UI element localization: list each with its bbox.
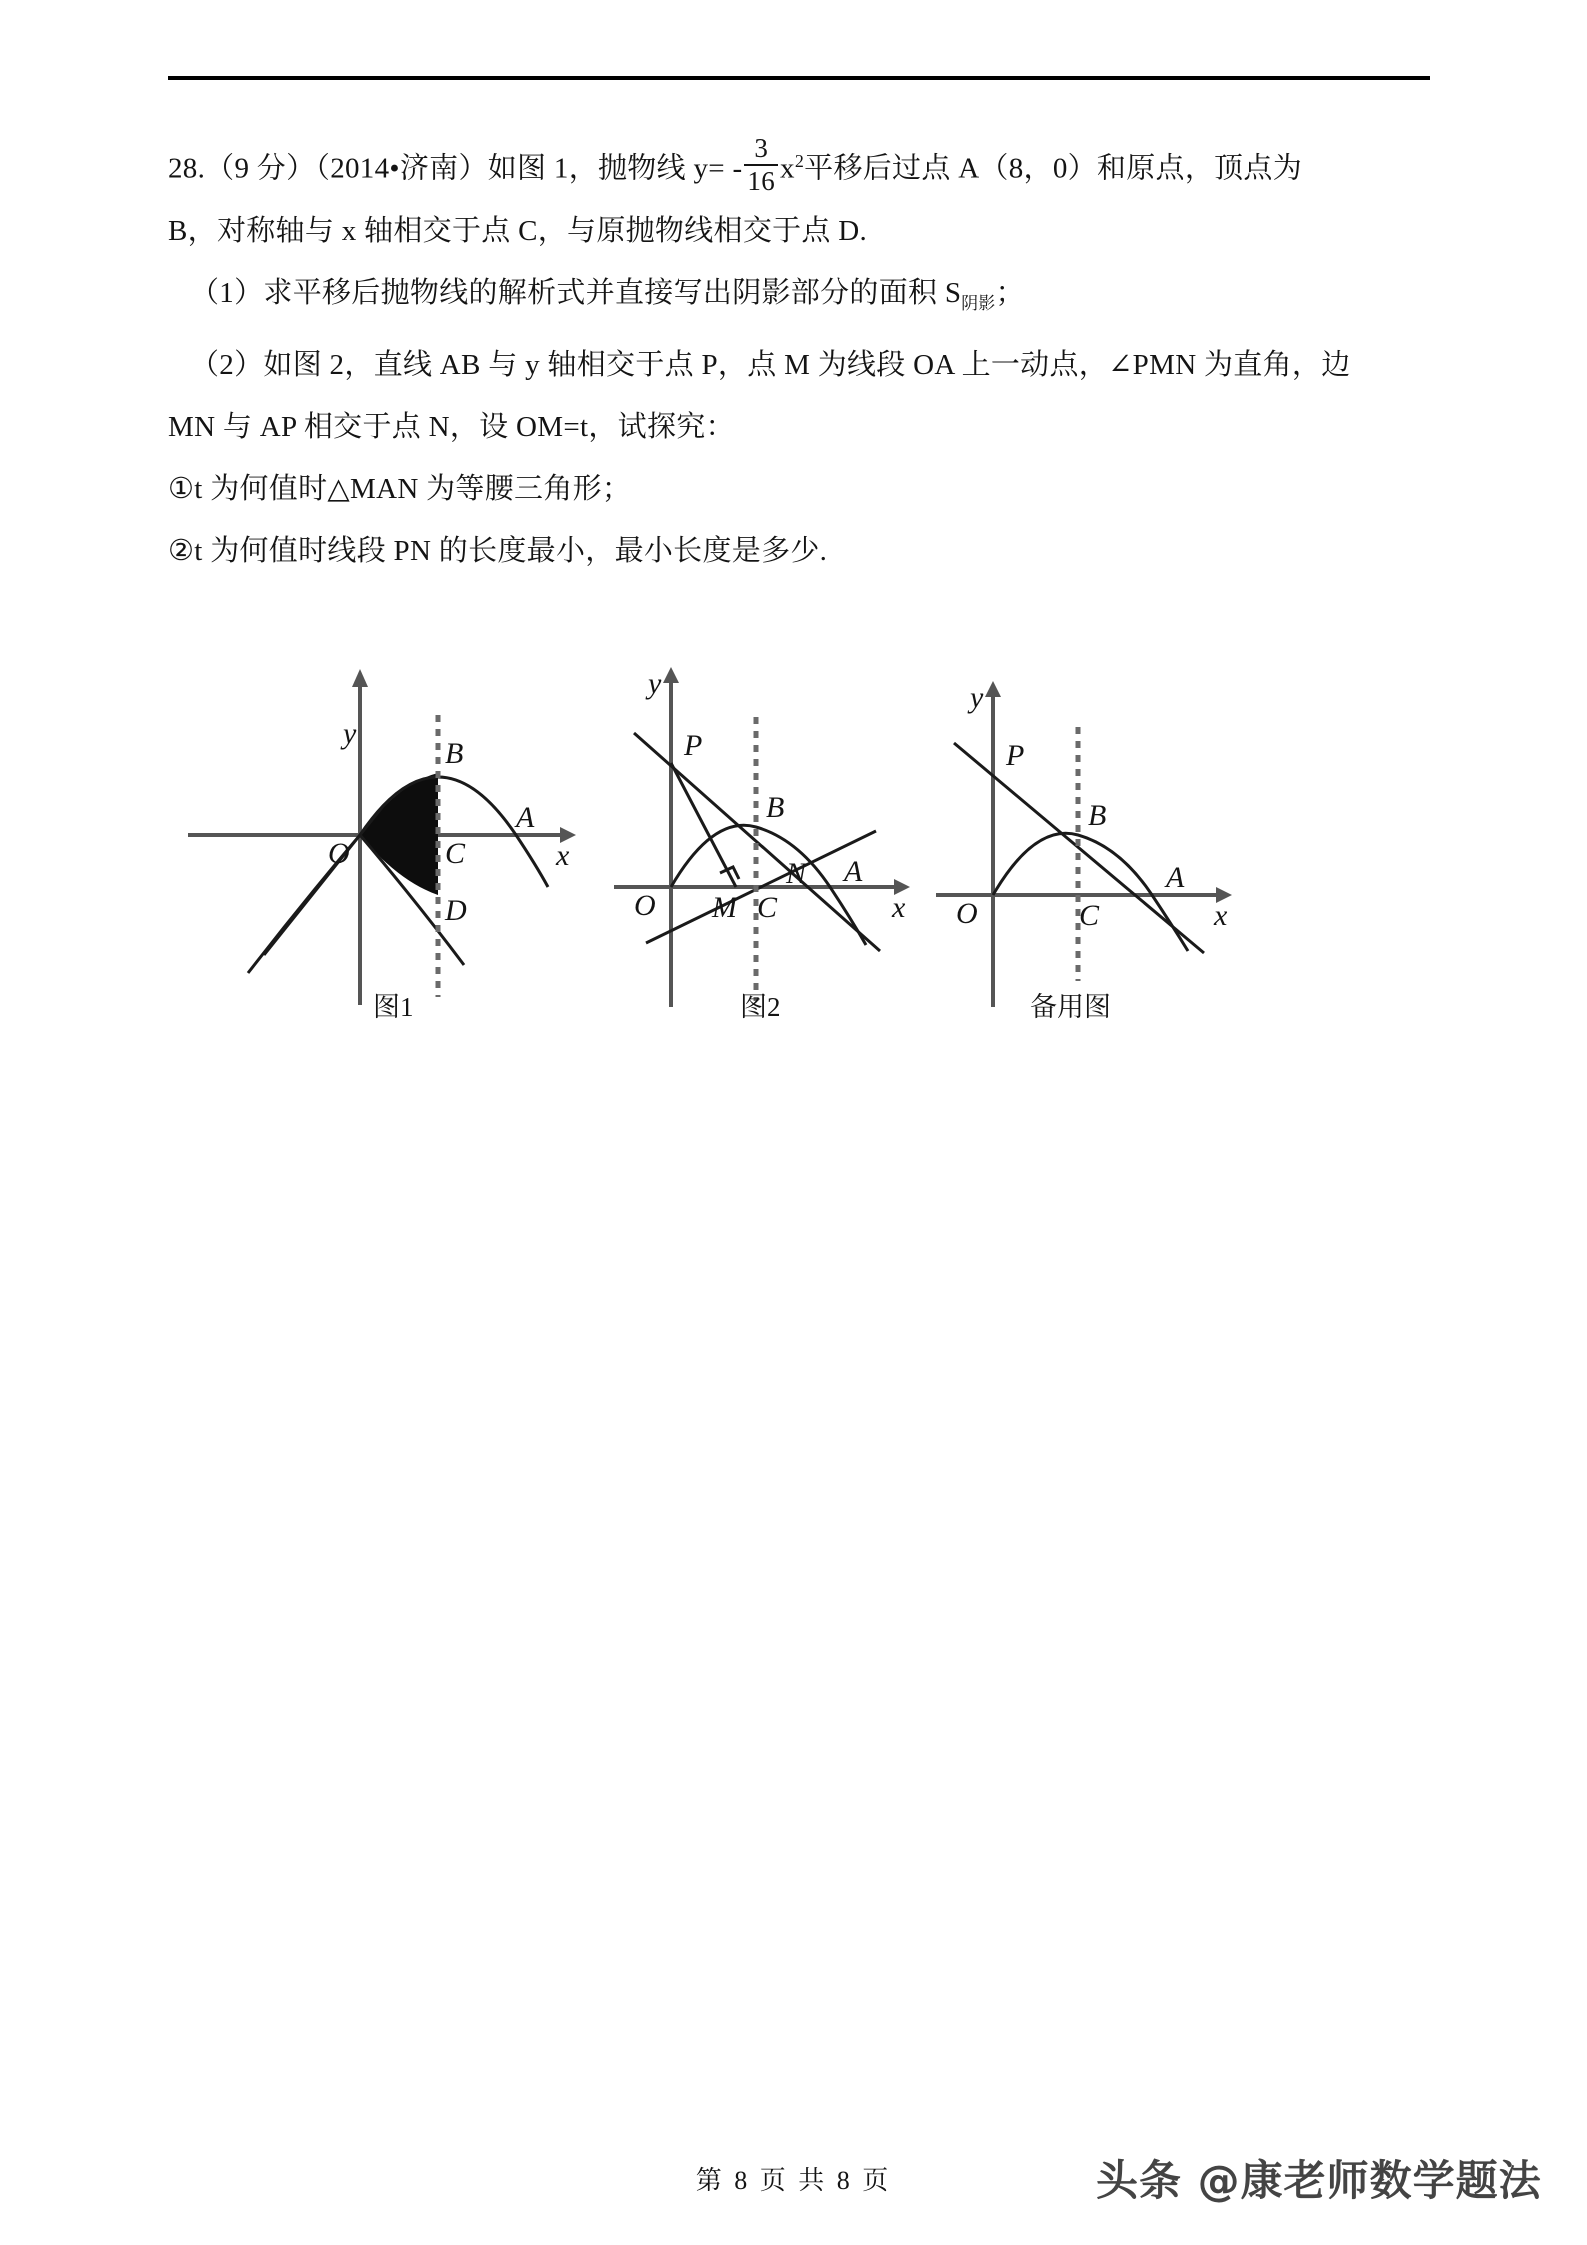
figure-3-svg (930, 655, 1270, 1025)
y-axis-arrow-icon (663, 667, 679, 683)
figure-1-caption: 图1 (373, 992, 414, 1022)
problem-part-1 (168, 262, 1430, 335)
fraction-numerator: 3 (754, 133, 769, 164)
point-label-P: P (1006, 739, 1025, 772)
figure-2-svg (608, 655, 948, 1025)
problem-part-1-text: （1）求平移后抛物线的解析式并直接写出阴影部分的面积 S (190, 276, 962, 309)
problem-line-2: B，对称轴与 x 轴相交于点 C，与原抛物线相交于点 D. (168, 214, 868, 247)
point-label-O: O (328, 837, 350, 870)
point-label-C: C (1079, 899, 1100, 932)
header-divider (168, 76, 1430, 80)
point-label-O: O (634, 889, 656, 922)
y-axis-arrow-icon (352, 669, 368, 687)
figure-3 (930, 655, 1270, 1030)
problem-line-1-prefix: 28.（9 分）（2014•济南）如图 1，抛物线 y= - (168, 152, 743, 185)
x-axis-label: x (1214, 899, 1228, 932)
point-label-A: A (1166, 861, 1185, 894)
problem-body (168, 130, 1430, 582)
figure-1-svg (168, 655, 588, 1025)
figure-2-caption: 图2 (740, 992, 781, 1022)
point-label-D: D (445, 894, 467, 927)
parabola (993, 833, 1188, 951)
x-axis-label: x (892, 891, 906, 924)
problem-part-2-sub1: ①t 为何值时△MAN 为等腰三角形； (168, 473, 632, 506)
problem-line-1 (168, 130, 1430, 200)
point-label-A: A (516, 801, 535, 834)
segment-PM (671, 763, 736, 887)
point-label-N: N (786, 857, 807, 890)
y-axis-label: y (970, 681, 984, 714)
figure-2 (608, 655, 948, 1030)
point-label-B: B (1088, 799, 1107, 832)
point-label-B: B (766, 791, 785, 824)
point-label-P: P (684, 729, 703, 762)
page-number-footer: 第 8 页 共 8 页 (695, 2166, 892, 2195)
point-label-B: B (445, 737, 464, 770)
watermark: 头条 @康老师数学题法 (1096, 2156, 1542, 2205)
point-label-C: C (757, 891, 778, 924)
figure-1 (168, 655, 588, 1030)
point-label-M: M (712, 891, 737, 924)
point-label-C: C (445, 837, 466, 870)
figures-row (168, 655, 1430, 1025)
problem-part-2-sub2: ②t 为何值时线段 PN 的长度最小，最小长度是多少. (168, 535, 828, 568)
x-axis-label: x (556, 839, 570, 872)
exponent-2: 2 (794, 151, 805, 171)
problem-part-1-terminator: ； (995, 276, 1025, 309)
point-label-A: A (844, 855, 863, 888)
fraction-3-over-16 (744, 134, 778, 195)
y-axis-arrow-icon (985, 681, 1001, 697)
problem-part-2: （2）如图 2，直线 AB 与 y 轴相交于点 P，点 M 为线段 OA 上一动点，∠PMN 为直角，边 (190, 349, 1351, 382)
y-axis-label: y (648, 667, 662, 700)
problem-line-1-suffix: 平移后过点 A（8，0）和原点，顶点为 (804, 152, 1303, 185)
y-axis-label: y (343, 717, 357, 750)
variable-x: x (780, 152, 795, 185)
fraction-denominator: 16 (744, 164, 778, 195)
point-label-O: O (956, 897, 978, 930)
subscript-shadow: 阴影 (961, 293, 996, 313)
figure-3-caption: 备用图 (1030, 992, 1111, 1022)
problem-part-2-cont: MN 与 AP 相交于点 N，设 OM=t，试探究： (168, 411, 735, 444)
